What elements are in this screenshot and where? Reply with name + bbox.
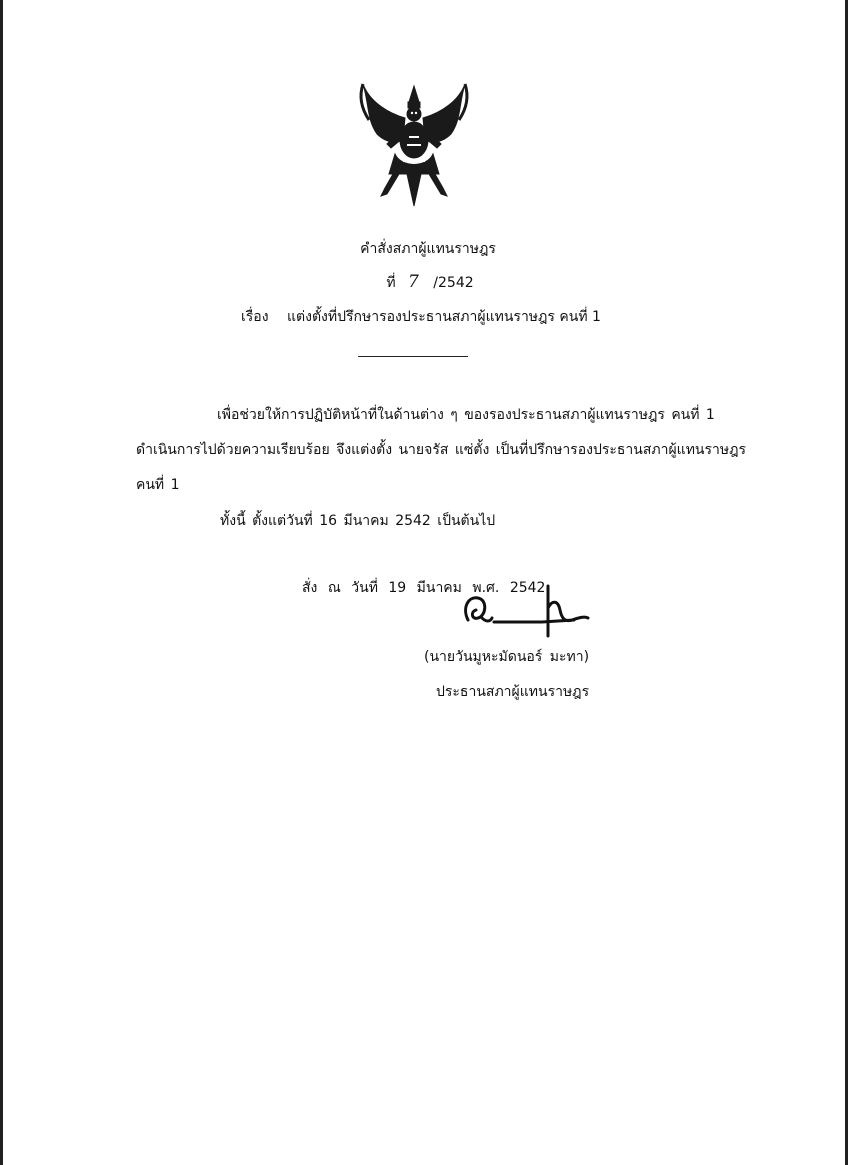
signer-title: ประธานสภาผู้แทนราษฎร [436,684,590,700]
number-handwritten: 7 [408,272,419,292]
number-prefix: ที่ [386,275,396,291]
document-subject [241,306,601,328]
body-line-2: ดำเนินการไปด้วยความเรียบร้อย จึงแต่งตั้ง นายจรัส แซ่ตั้ง เป็นที่ปรึกษารองประธานสภาผู้แทนราษฎร [136,442,747,458]
handwritten-signature [456,578,596,640]
signer-name: (นายวันมูหะมัดนอร์ มะทา) [424,649,590,665]
body-line-1: เพื่อช่วยให้การปฏิบัติหน้าที่ในด้านต่าง ๆ ของรองประธานสภาผู้แทนราษฎร คนที่ 1 [217,407,715,423]
garuda-emblem-icon [355,78,473,210]
title-divider [358,356,468,357]
order-dateline: สั่ง ณ วันที่ 19 มีนาคม พ.ศ. 2542 [302,580,546,596]
number-year: /2542 [433,275,474,291]
document-number [6,272,848,294]
body-line-3: คนที่ 1 [136,477,180,493]
document-title: คำสั่งสภาผู้แทนราษฎร [360,241,496,257]
subject-text: แต่งตั้งที่ปรึกษารองประธานสภาผู้แทนราษฎร คนที่ 1 [287,309,601,325]
body-line-4: ทั้งนี้ ตั้งแต่วันที่ 16 มีนาคม 2542 เป็นต้นไป [220,513,496,529]
subject-label: เรื่อง [241,309,269,325]
